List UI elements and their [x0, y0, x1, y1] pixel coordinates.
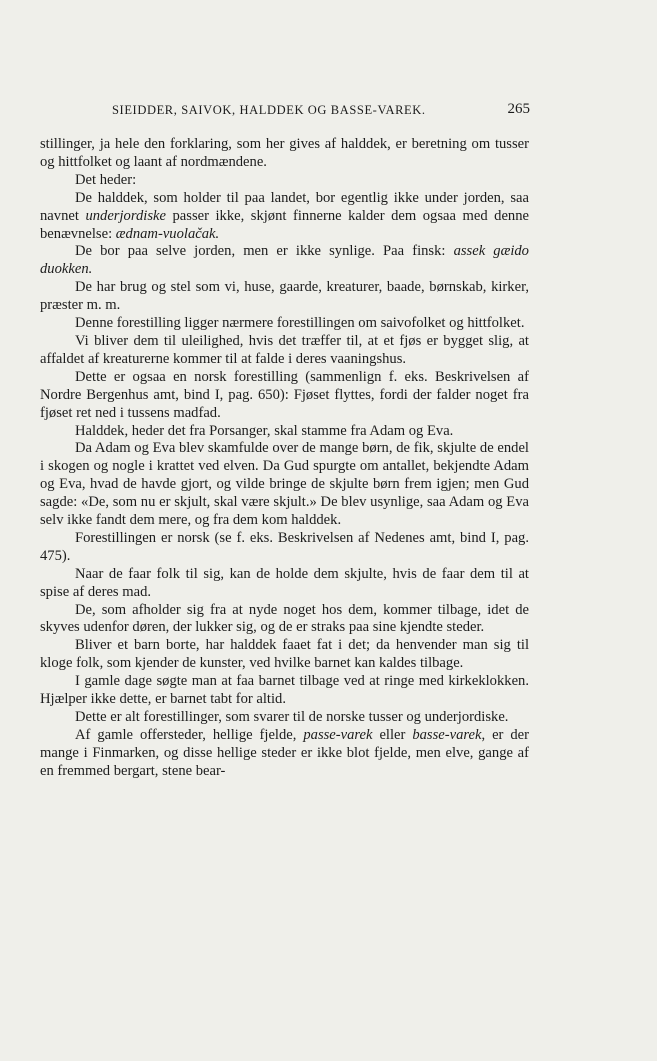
paragraph	[40, 673, 529, 709]
text-run: Bliver et barn borte, har halddek faaet fat i det; da henvender man sig til kloge folk, som kjender de kunster, ved hvilke barnet kan kaldes tilbage.	[40, 637, 529, 672]
paragraph	[40, 566, 529, 602]
italic-term: basse-varek	[412, 726, 482, 743]
text-run: Halddek, heder det fra Porsanger, skal stamme fra Adam og Eva.	[75, 422, 454, 439]
paragraph	[40, 369, 529, 423]
text-run: Det heder:	[75, 171, 137, 188]
text-run: , er der mange i Finmarken, og disse hellige steder er ikke blot fjelde, men elve, gange af en fremmed bergart, stene bear-	[40, 726, 529, 779]
paragraph	[40, 136, 529, 172]
text-run: Denne forestilling ligger nærmere forestillingen om saivofolket og hittfolket.	[75, 315, 525, 332]
text-run: Dette er alt forestillinger, som svarer til de norske tusser og underjordiske.	[75, 709, 509, 725]
italic-term: ædnam-vuolačak.	[115, 225, 220, 242]
paragraph	[40, 423, 529, 441]
paragraph	[40, 530, 529, 566]
text-run: Naar de faar folk til sig, kan de holde dem skjulte, hvis de faar dem til at spise af deres mad.	[40, 565, 529, 600]
text-run: Forestillingen er norsk (se f. eks. Beskrivelsen af Nedenes amt, bind I, pag. 475).	[40, 529, 529, 564]
paragraph	[40, 709, 529, 727]
running-head: SIEIDDER, SAIVOK, HALDDEK OG BASSE-VAREK.	[112, 103, 426, 117]
paragraph	[40, 190, 529, 244]
text-run: passer ikke, skjønt finnerne kalder dem ogsaa med denne benævnelse:	[40, 207, 529, 242]
page-header	[112, 103, 530, 121]
text-run: De bor paa selve jorden, men er ikke synlige. Paa finsk:	[75, 243, 454, 260]
text-run: De har brug og stel som vi, huse, gaarde, kreaturer, baade, børnskab, kirker, præster m. m.	[40, 279, 529, 314]
paragraph	[40, 727, 529, 781]
paragraph	[40, 243, 529, 279]
italic-term: assek gæido duokken.	[40, 243, 529, 278]
body-text	[40, 136, 529, 781]
text-run: De, som afholder sig fra at nyde noget hos dem, kommer tilbage, idet de skyves udenfor døren, der lukker sig, og de er straks paa sine kjendte steder.	[40, 601, 529, 636]
text-run: Vi bliver dem til uleilighed, hvis det træffer til, at et fjøs er bygget slig, at affaldet af kreaturerne kommer til at falde i deres vaaningshus.	[40, 332, 529, 367]
paragraph	[40, 315, 529, 333]
paragraph	[40, 172, 529, 190]
paragraph	[40, 637, 529, 673]
text-run: eller	[372, 726, 413, 743]
paragraph	[40, 333, 529, 369]
text-run: Dette er ogsaa en norsk forestilling (sammenlign f. eks. Beskrivelsen af Nordre Bergenhus amt, bind I, pag. 650): Fjøset flyttes, fordi der falder noget fra fjøset ret ned i tussens madfad.	[40, 368, 529, 421]
paragraph	[40, 602, 529, 638]
text-run: stillinger, ja hele den forklaring, som her gives af halddek, er beretning om tusser og hittfolket og laant af nordmændene.	[40, 136, 529, 170]
text-run: Da Adam og Eva blev skamfulde over de mange børn, de fik, skjulte de endel i skogen og nogle i krattet ved elven. Da Gud spurgte om antallet, bekjendte Adam og Eva, hvad de havde gjort, og vilde bringe de skjulte børn frem igjen; men Gud sagde: «De, som nu er skjult, skal være skjult.» De blev usynlige, saa Adam og Eva selv ikke fandt dem mere, og fra dem kom halddek.	[40, 440, 529, 529]
page-number: 265	[507, 101, 530, 117]
text-run: I gamle dage søgte man at faa barnet tilbage ved at ringe med kirkeklokken. Hjælper ikke dette, er barnet tabt for altid.	[40, 673, 529, 708]
italic-term: passe-varek	[303, 726, 373, 743]
paragraph	[40, 279, 529, 315]
italic-term: underjordiske	[85, 207, 166, 224]
paragraph	[40, 440, 529, 530]
text-run: De halddek, som holder til paa landet, bor egentlig ikke under jorden, saa navnet	[40, 189, 529, 224]
text-run: Af gamle offersteder, hellige fjelde,	[75, 726, 304, 743]
